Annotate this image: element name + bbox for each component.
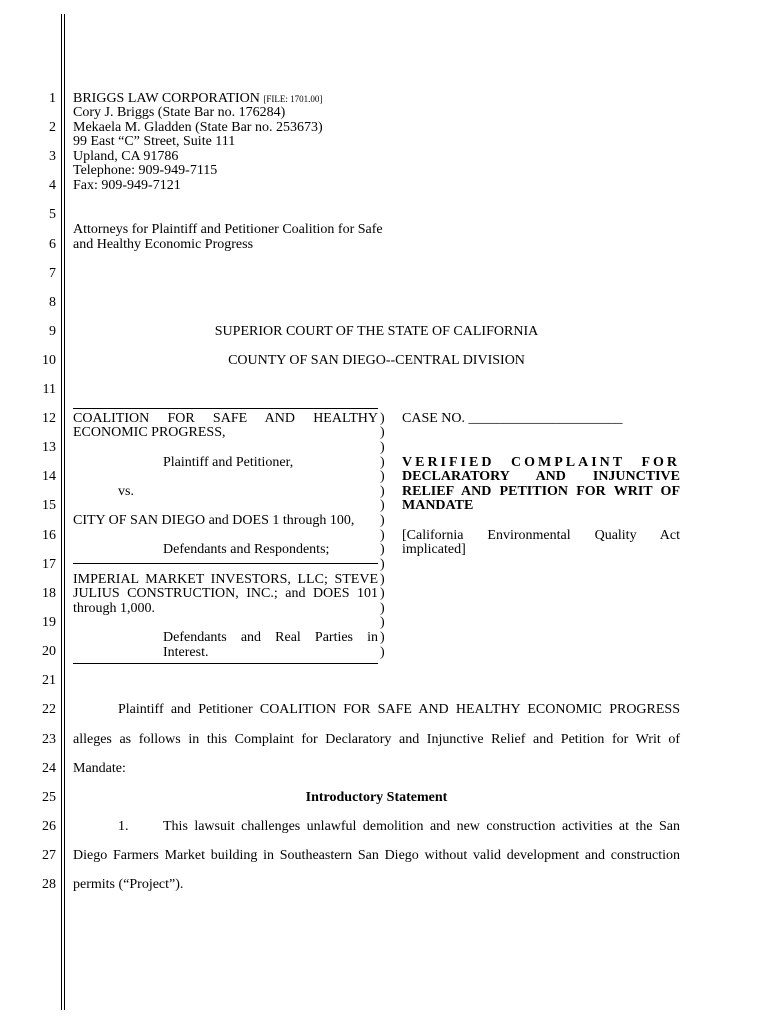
line-number: 27 (42, 848, 56, 863)
line-number: 6 (49, 237, 56, 252)
ceqa-note-2: implicated] (402, 542, 466, 557)
document-title-3: RELIEF AND PETITION FOR WRIT OF (402, 484, 680, 499)
address-city: Upland, CA 91786 (73, 149, 179, 164)
line-number: 28 (42, 877, 56, 892)
line-number: 23 (42, 732, 56, 747)
court-county: COUNTY OF SAN DIEGO--CENTRAL DIVISION (228, 353, 525, 368)
attorney-2: Mekaela M. Gladden (State Bar no. 253673) (73, 120, 323, 135)
paragraph-1-line-3: permits (“Project”). (73, 877, 184, 892)
paren: ) (380, 601, 385, 616)
line-number: 10 (42, 353, 56, 368)
line-number: 14 (42, 469, 56, 484)
paren: ) (380, 440, 385, 455)
address-street: 99 East “C” Street, Suite 111 (73, 134, 236, 149)
paragraph-1-line-2: Diego Farmers Market building in Southeastern San Diego without valid development and construction (73, 848, 680, 863)
line-number: 4 (49, 178, 56, 193)
file-number: [FILE: 1701.00] (263, 94, 323, 104)
section-heading: Introductory Statement (305, 790, 448, 805)
paren: ) (380, 469, 385, 484)
line-number: 21 (42, 673, 56, 688)
paren: ) (380, 528, 385, 543)
line-number: 9 (49, 324, 56, 339)
line-number: 11 (42, 382, 56, 397)
intro-line-1: Plaintiff and Petitioner COALITION FOR SAFE AND HEALTHY ECONOMIC PROGRESS (118, 702, 680, 717)
case-number: CASE NO. ______________________ (402, 411, 623, 426)
line-number: 3 (49, 149, 56, 164)
plaintiff-name-1: COALITION FOR SAFE AND HEALTHY (73, 411, 378, 426)
caption-rule-middle (73, 563, 378, 564)
real-party-1: IMPERIAL MARKET INVESTORS, LLC; STEVE (73, 572, 378, 587)
line-number: 24 (42, 761, 56, 776)
firm-line (73, 92, 322, 106)
line-number: 5 (49, 207, 56, 222)
real-party-role-1: Defendants and Real Parties in (163, 630, 378, 645)
document-title-2: DECLARATORY AND INJUNCTIVE (402, 469, 680, 484)
line-number: 18 (42, 586, 56, 601)
plaintiff-name-2: ECONOMIC PROGRESS, (73, 425, 226, 440)
attorney-1: Cory J. Briggs (State Bar no. 176284) (73, 105, 286, 120)
real-party-role-2: Interest. (163, 645, 209, 660)
margin-rule-left-2 (64, 14, 65, 1010)
paren: ) (380, 645, 385, 660)
paren: ) (380, 586, 385, 601)
defendant-name: CITY OF SAN DIEGO and DOES 1 through 100, (73, 513, 355, 528)
line-number: 7 (49, 266, 56, 281)
ceqa-note-1: [California Environmental Quality Act (402, 528, 680, 543)
line-number: 15 (42, 498, 56, 513)
line-number: 19 (42, 615, 56, 630)
telephone: Telephone: 909-949-7115 (73, 163, 218, 178)
line-number: 25 (42, 790, 56, 805)
real-party-3: through 1,000. (73, 601, 156, 616)
line-number: 17 (42, 557, 56, 572)
court-name: SUPERIOR COURT OF THE STATE OF CALIFORNIA (214, 324, 539, 339)
paren: ) (380, 572, 385, 587)
paren: ) (380, 557, 385, 572)
attorneys-for-line-2: and Healthy Economic Progress (73, 237, 254, 252)
paragraph-number: 1. (118, 819, 129, 834)
intro-line-3: Mandate: (73, 761, 126, 776)
paren: ) (380, 542, 385, 557)
line-number: 1 (49, 91, 56, 106)
caption-rule-bottom (73, 663, 378, 664)
paren: ) (380, 630, 385, 645)
intro-line-2: alleges as follows in this Complaint for Declaratory and Injunctive Relief and Petition for Writ of (73, 732, 680, 747)
paren: ) (380, 455, 385, 470)
line-number: 20 (42, 644, 56, 659)
defendant-role: Defendants and Respondents; (163, 542, 330, 557)
real-party-2: JULIUS CONSTRUCTION, INC.; and DOES 101 (73, 586, 378, 601)
line-number: 2 (49, 120, 56, 135)
document-title-1: VERIFIED COMPLAINT FOR (402, 455, 680, 470)
attorneys-for-line-1: Attorneys for Plaintiff and Petitioner Coalition for Safe (73, 222, 383, 237)
paren: ) (380, 615, 385, 630)
versus: vs. (118, 484, 134, 499)
document-title-4: MANDATE (402, 498, 474, 513)
paren: ) (380, 513, 385, 528)
firm-name: BRIGGS LAW CORPORATION (73, 91, 260, 106)
paren: ) (380, 484, 385, 499)
line-number: 16 (42, 528, 56, 543)
line-number: 8 (49, 295, 56, 310)
line-number: 22 (42, 702, 56, 717)
fax: Fax: 909-949-7121 (73, 178, 181, 193)
line-number: 12 (42, 411, 56, 426)
paragraph-1-line-1: This lawsuit challenges unlawful demolition and new construction activities at the San (163, 819, 680, 834)
plaintiff-role: Plaintiff and Petitioner, (163, 455, 294, 470)
paren: ) (380, 425, 385, 440)
margin-rule-left-1 (61, 14, 62, 1010)
paren: ) (380, 498, 385, 513)
caption-rule-top (73, 408, 378, 409)
line-number: 13 (42, 440, 56, 455)
paren: ) (380, 411, 385, 426)
line-number: 26 (42, 819, 56, 834)
